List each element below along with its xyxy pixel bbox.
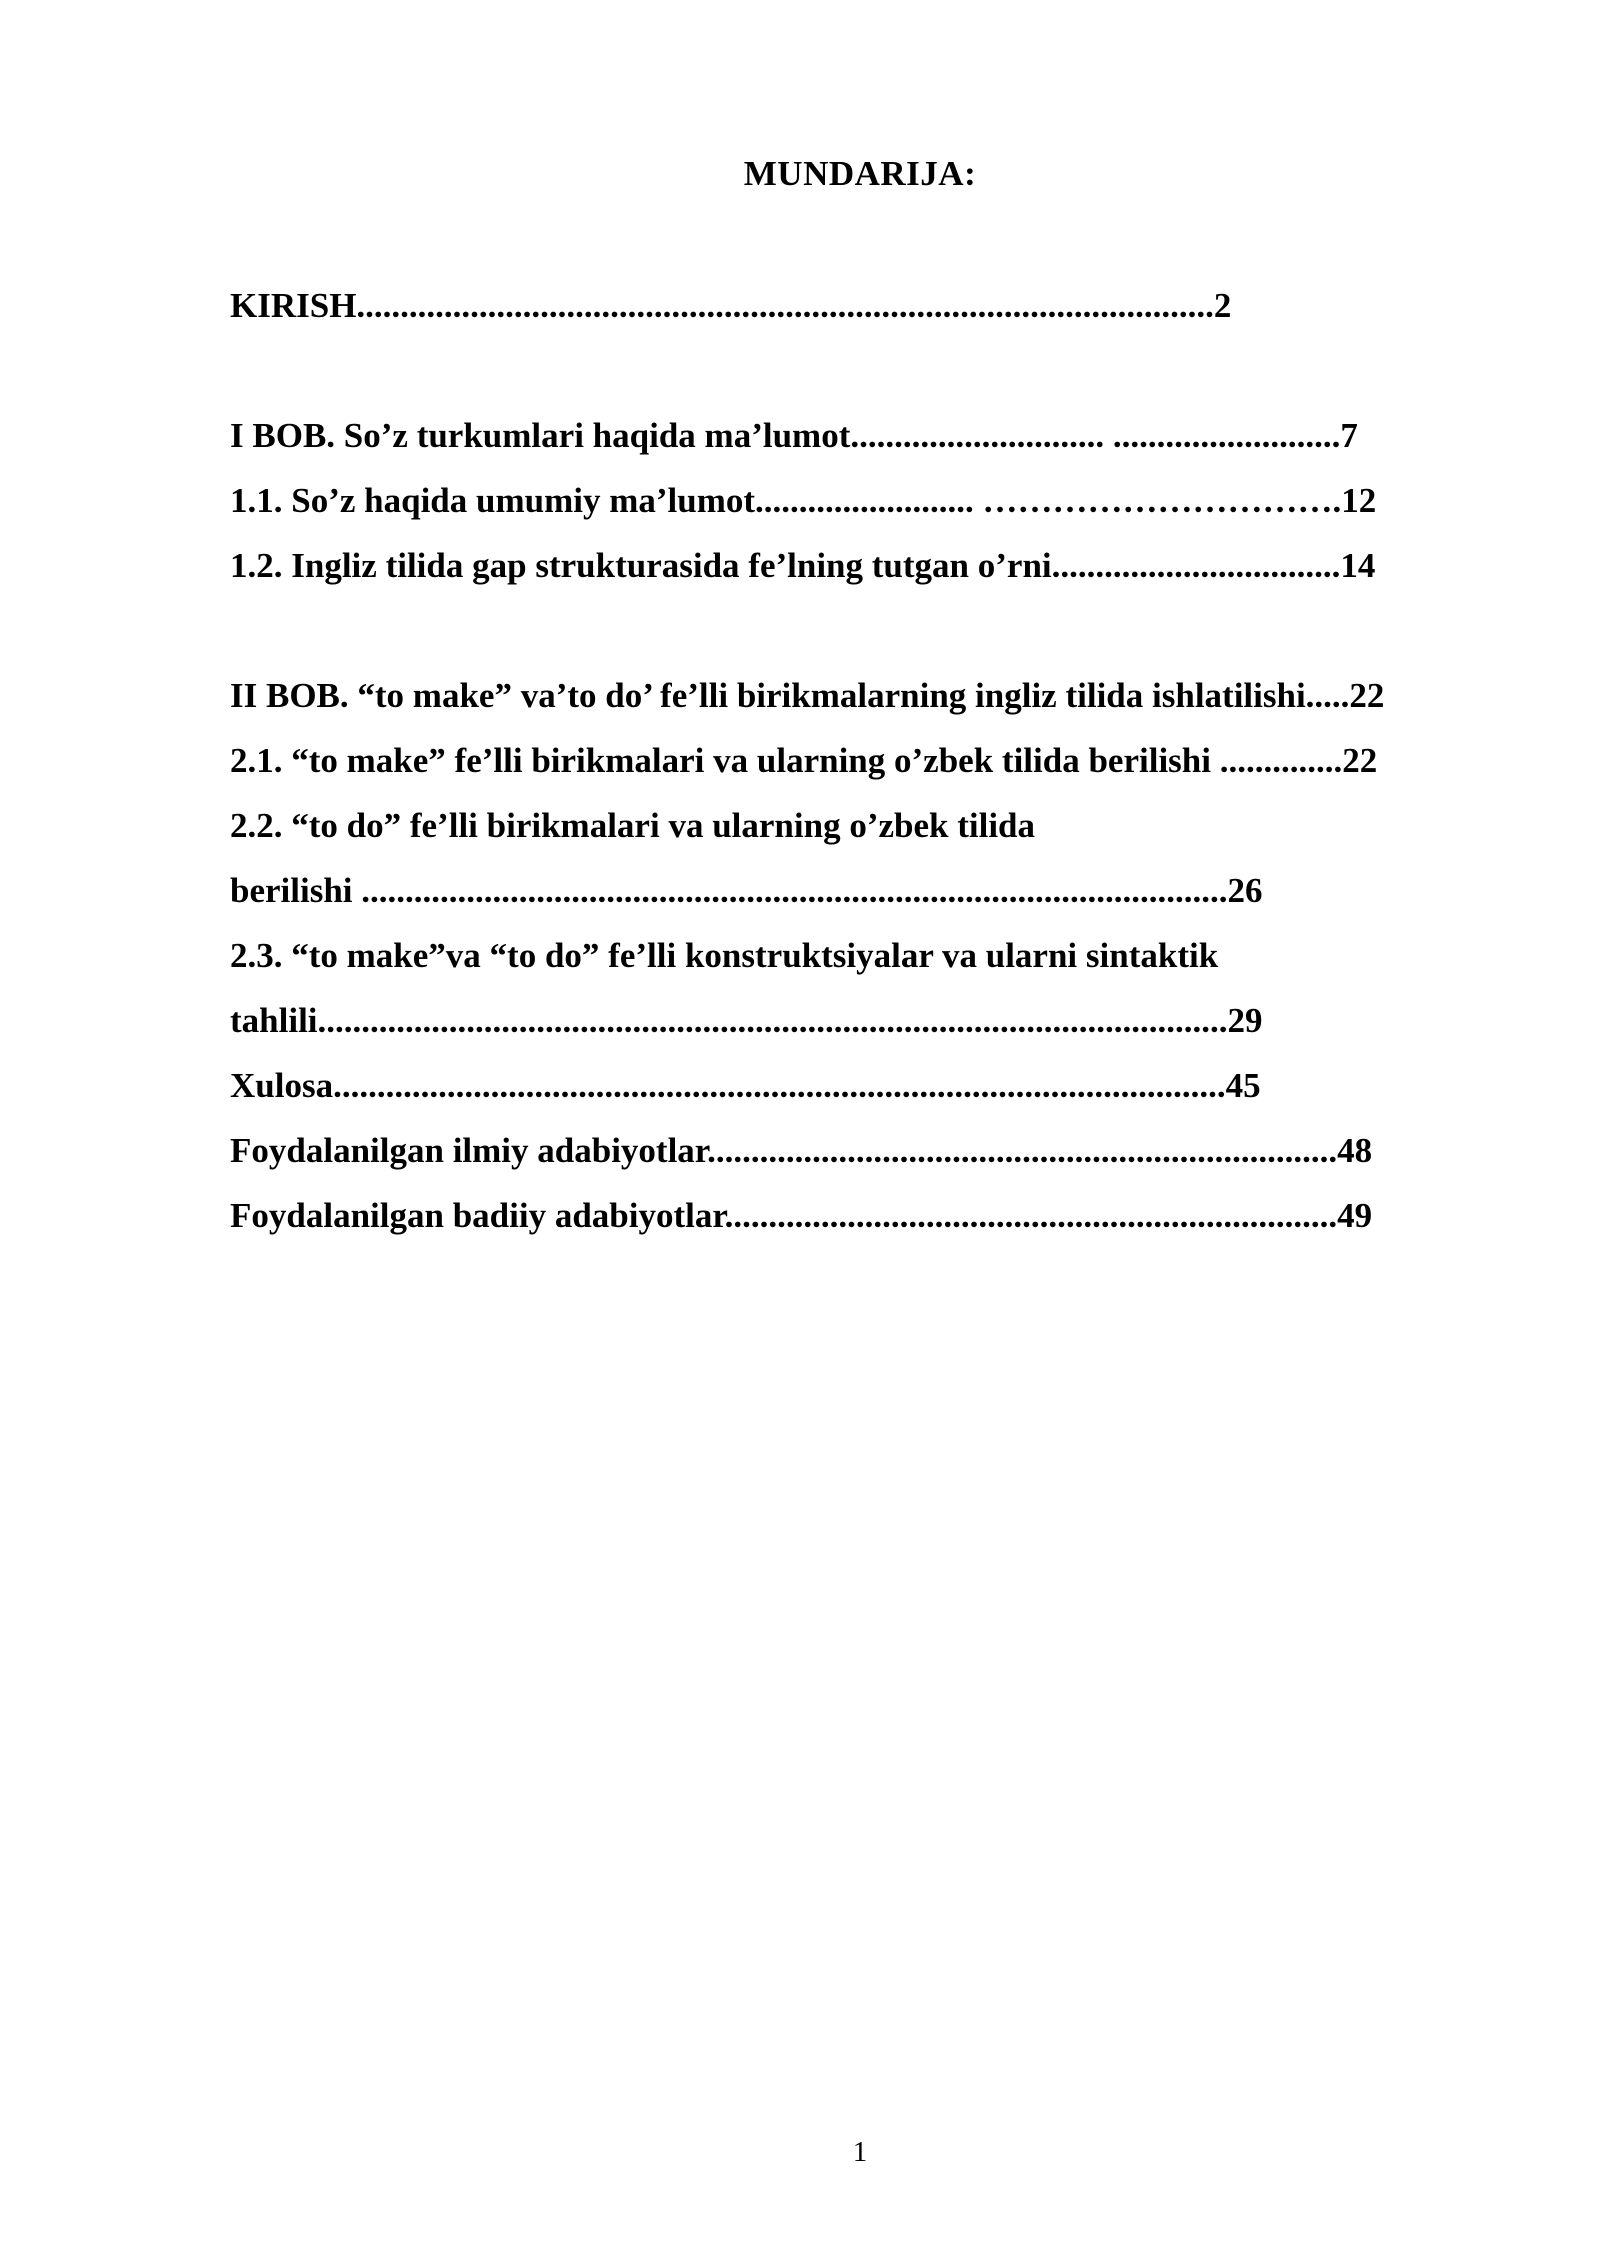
toc-entry-2-3: 2.3. “to make”va “to do” fe’lli konstruktsiyalar va ularni sintaktik — [230, 936, 1219, 975]
toc-entry-2-1: 2.1. “to make” fe’lli birikmalari va ularning o’zbek tilida berilishi ..............22 — [230, 741, 1378, 780]
page-title: MUNDARIJA: — [743, 154, 977, 193]
toc-entry-scientific-literature: Foydalanilgan ilmiy adabiyotlar........................................................................48 — [230, 1131, 1373, 1170]
toc-entry-1-1: 1.1. So’z haqida umumiy ma’lumot......................... ………………………….12 — [230, 481, 1377, 520]
toc-entry-kirish: KIRISH..................................................................................................2 — [230, 286, 1232, 325]
toc-entry-chapter-1: I BOB. So’z turkumlari haqida ma’lumot............................. ..........................7 — [230, 416, 1358, 455]
toc-entry-chapter-2: II BOB. “to make” va’to do’ fe’lli birikmalarning ingliz tilida ishlatilishi.....22 — [230, 676, 1385, 715]
toc-entry-2-2: 2.2. “to do” fe’lli birikmalari va ularning o’zbek tilida — [230, 806, 1036, 845]
toc-entry-2-3-continued: tahlili........................................................................................................29 — [230, 1001, 1263, 1040]
toc-entry-1-2: 1.2. Ingliz tilida gap strukturasida fe’lning tutgan o’rni.................................14 — [230, 546, 1376, 585]
page-number: 1 — [852, 2136, 868, 2168]
toc-entry-xulosa: Xulosa......................................................................................................45 — [230, 1066, 1261, 1105]
toc-entry-fiction-literature: Foydalanilgan badiiy adabiyotlar......................................................................49 — [230, 1196, 1373, 1235]
toc-entry-2-2-continued: berilishi ...................................................................................................26 — [230, 871, 1263, 910]
